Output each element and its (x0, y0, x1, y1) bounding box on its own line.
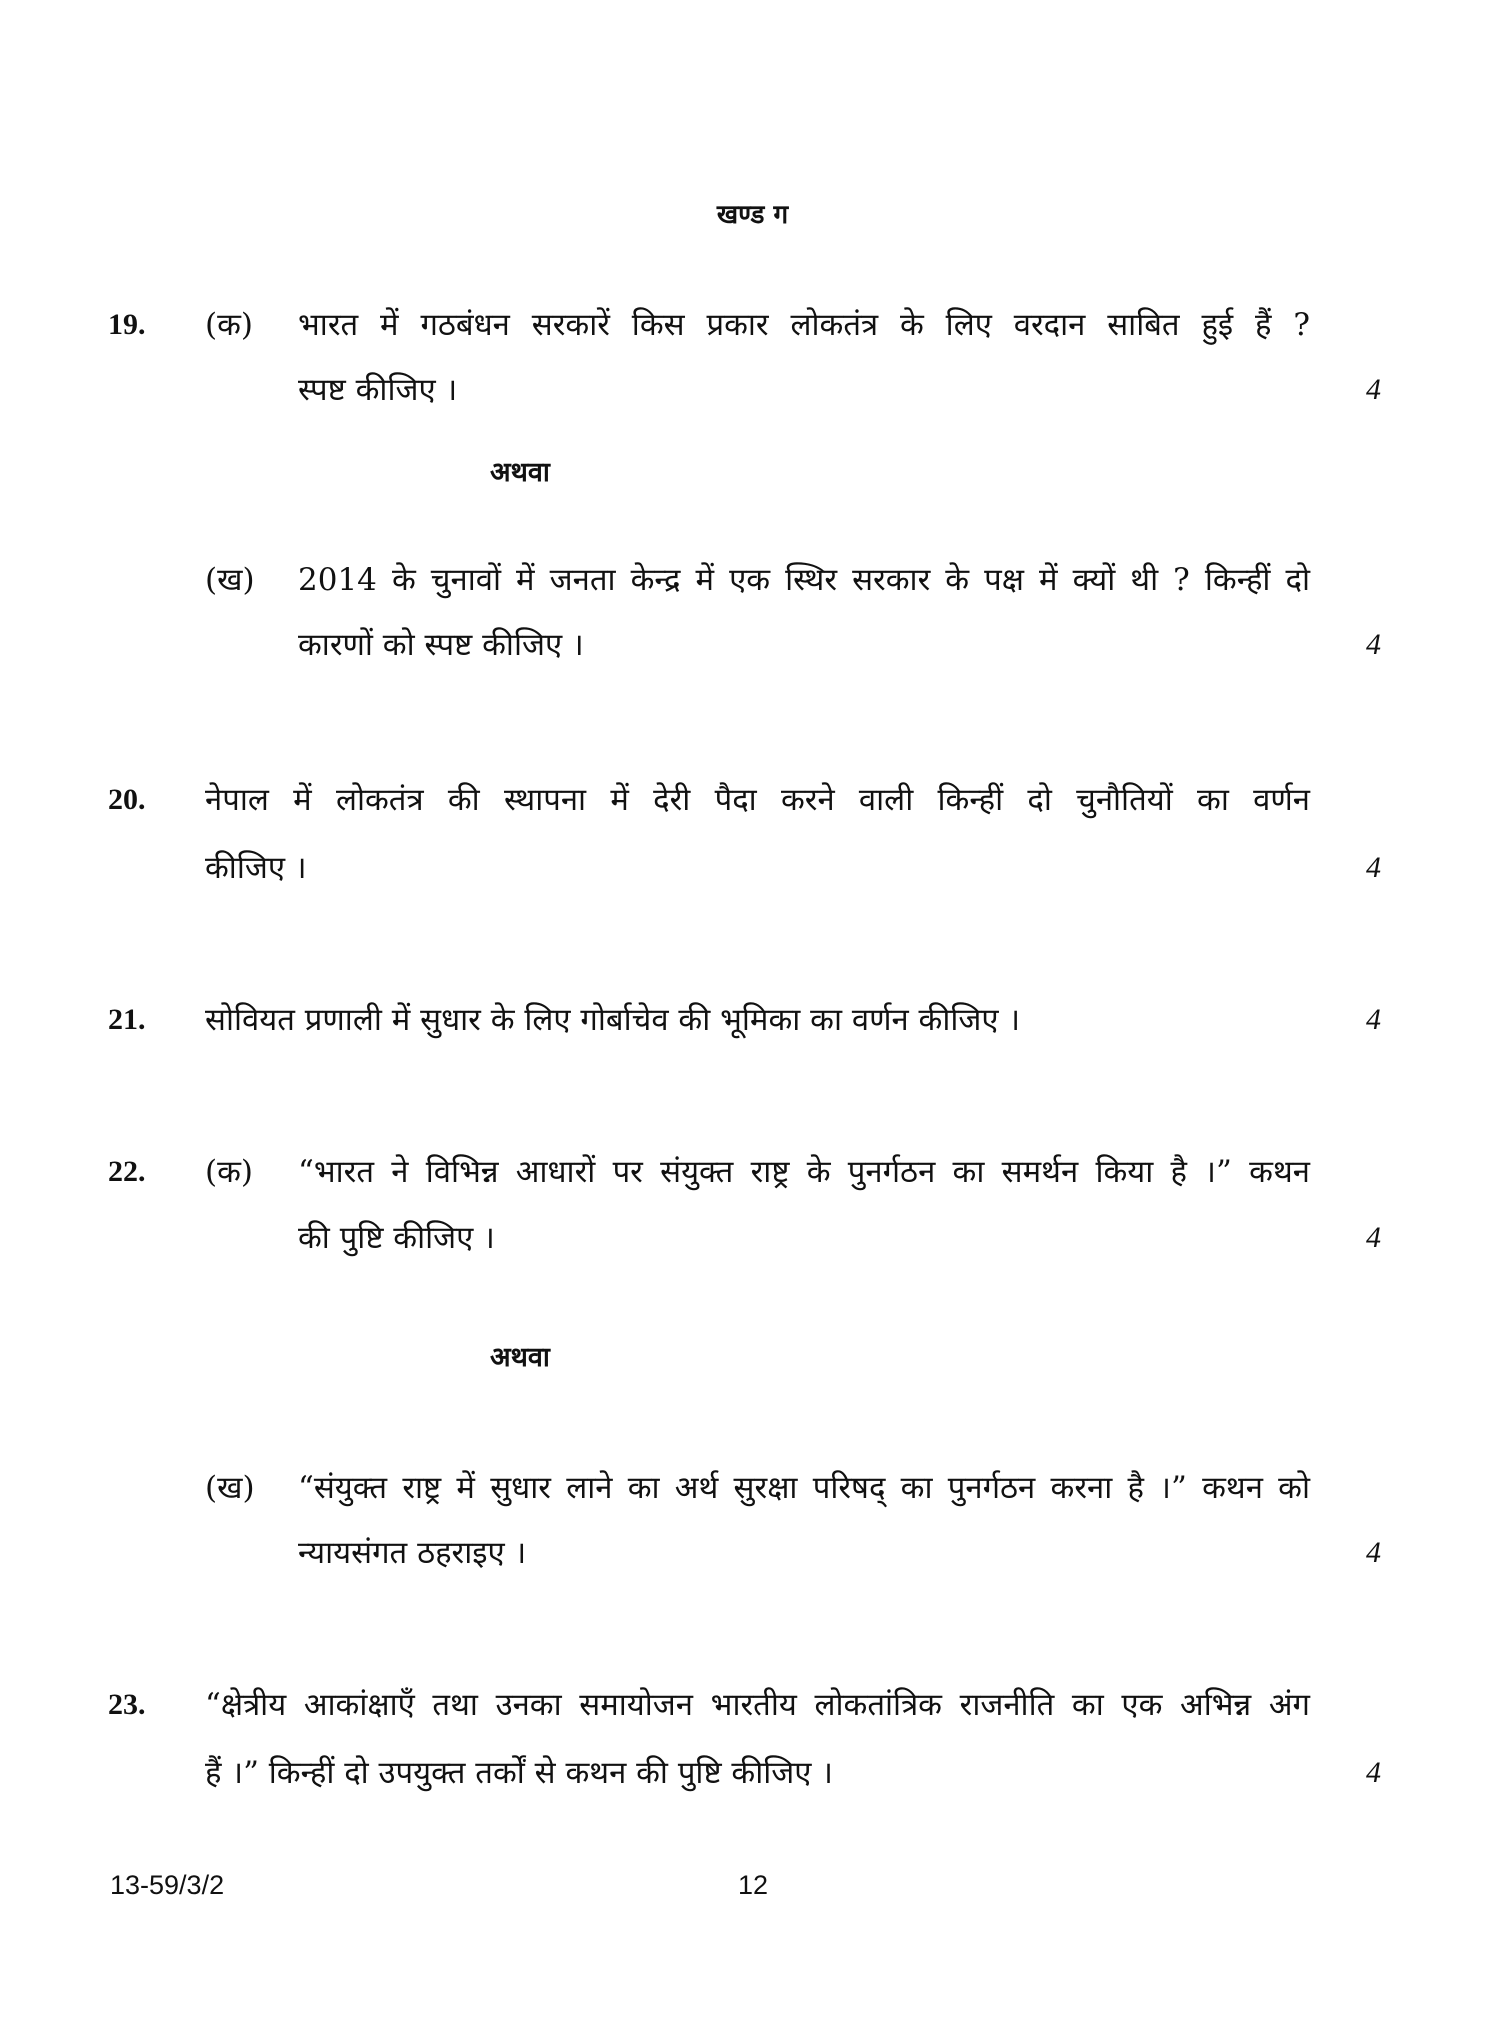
or-label: अथवा (490, 1342, 550, 1373)
q22-part-a-line-2: की पुष्टि कीजिए । (298, 1220, 495, 1256)
q23-line-1: “क्षेत्रीय आकांक्षाएँ तथा उनका समायोजन भारतीय लोकतांत्रिक राजनीति का एक अभिन्न अंग (205, 1687, 1310, 1723)
q21-line-1: सोवियत प्रणाली में सुधार के लिए गोर्बाचेव की भूमिका का वर्णन कीजिए । (205, 1002, 1021, 1038)
question-number-19: 19. (108, 308, 146, 341)
q22-part-b-line-2: न्यायसंगत ठहराइए । (298, 1535, 527, 1571)
question-number-21: 21. (108, 1003, 146, 1036)
page-number: 12 (738, 1870, 769, 1900)
q19-part-a-line-1: भारत में गठबंधन सरकारें किस प्रकार लोकतंत्र के लिए वरदान साबित हुई हैं ? (298, 307, 1310, 343)
q21-marks: 4 (1366, 1003, 1381, 1036)
q22-part-b-line-1: “संयुक्त राष्ट्र में सुधार लाने का अर्थ सुरक्षा परिषद् का पुनर्गठन करना है ।” कथन को (298, 1470, 1310, 1506)
q19-part-b-label: (ख) (205, 562, 255, 598)
or-label: अथवा (490, 457, 550, 488)
paper-code: 13-59/3/2 (110, 1870, 225, 1900)
question-number-20: 20. (108, 783, 146, 816)
q20-line-1: नेपाल में लोकतंत्र की स्थापना में देरी पैदा करने वाली किन्हीं दो चुनौतियों का वर्णन (205, 782, 1310, 818)
q22-part-a-line-1: “भारत ने विभिन्न आधारों पर संयुक्त राष्ट्र के पुनर्गठन का समर्थन किया है ।” कथन (298, 1154, 1310, 1190)
q22-part-a-marks: 4 (1366, 1221, 1381, 1254)
q23-marks: 4 (1366, 1756, 1381, 1789)
q19-part-a-marks: 4 (1366, 373, 1381, 406)
question-number-23: 23. (108, 1688, 146, 1721)
q22-part-b-label: (ख) (205, 1470, 255, 1506)
question-number-22: 22. (108, 1155, 146, 1188)
q19-part-b-line-1: 2014 के चुनावों में जनता केन्द्र में एक स्थिर सरकार के पक्ष में क्यों थी ? किन्हीं दो (298, 562, 1310, 598)
q19-part-b-marks: 4 (1366, 628, 1381, 661)
q19-part-b-line-2: कारणों को स्पष्ट कीजिए । (298, 627, 584, 663)
q22-part-a-label: (क) (205, 1154, 253, 1190)
q22-part-b-marks: 4 (1366, 1536, 1381, 1569)
q20-marks: 4 (1366, 851, 1381, 884)
q23-line-2: हैं ।” किन्हीं दो उपयुक्त तर्कों से कथन की पुष्टि कीजिए । (205, 1755, 834, 1791)
q20-line-2: कीजिए । (205, 850, 307, 886)
section-title: खण्ड ग (716, 200, 789, 230)
q19-part-a-label: (क) (205, 307, 253, 343)
q19-part-a-line-2: स्पष्ट कीजिए । (298, 372, 458, 408)
